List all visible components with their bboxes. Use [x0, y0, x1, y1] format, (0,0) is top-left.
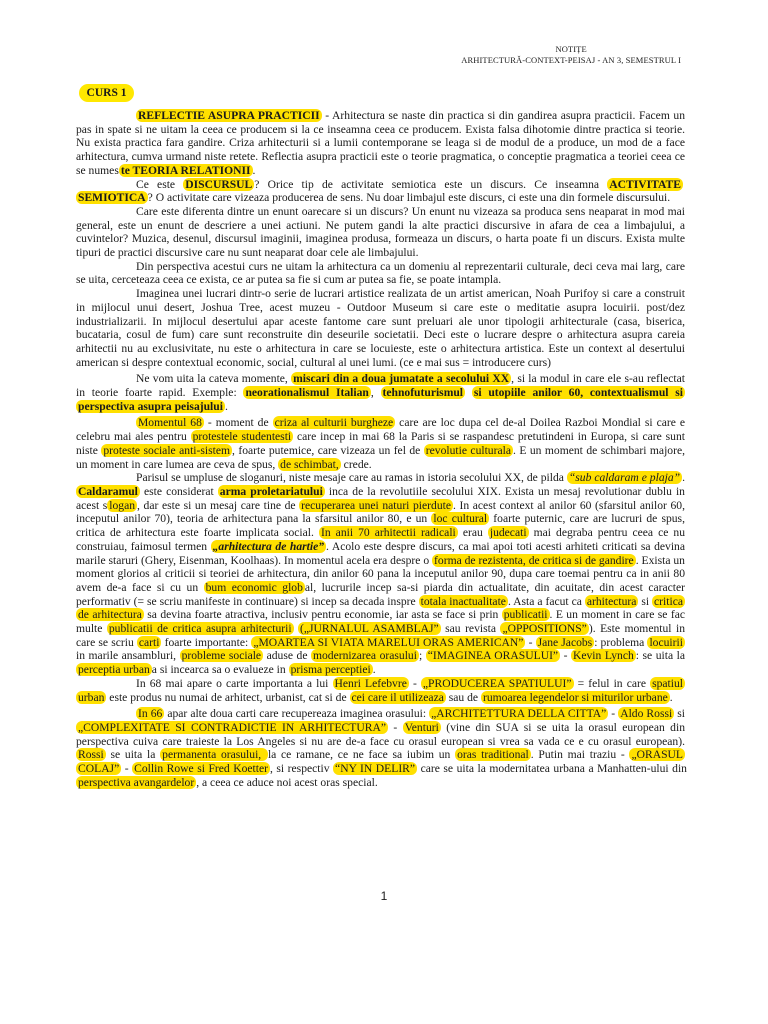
- highlighted-text: logan: [109, 498, 136, 512]
- text-run: ,: [370, 386, 381, 400]
- text-run: - Arhitectura se naste din practica si din gandirea asupra practicii. Facem un pas in spate si ne uitam la ceea ce producem si la ce inseamna ceea ce producem. Exista falsa dihotomie dintre practica si teorie. Nu exista practica fara gandire. Criza arhitecturii si a lumii contemporane se leaga si de modul de a produce, un mod de a face arhitectura, cumva urmand niste retete. Reflectia asupra practicii este o teorie pragmatica, o conceptie pragmatica a teoriei ceea ce se numes: [76, 109, 685, 177]
- highlighted-text: Aldo Rossi: [620, 707, 673, 721]
- highlighted-text: „OPPOSITIONS”: [502, 622, 587, 636]
- text-run: .: [682, 471, 685, 485]
- text-run: : problema: [594, 635, 648, 649]
- course-label: CURS 1: [79, 84, 134, 102]
- highlighted-text: carti: [138, 635, 160, 649]
- highlighted-text: prisma perceptiei: [290, 663, 371, 677]
- highlighted-text: („JURNALUL ASAMBLAJ”: [300, 622, 439, 636]
- text-run: , si la modul in care ele s-au reflectat in teorie foarte rapid. Exemple:: [76, 372, 685, 400]
- highlighted-text: loc cultural: [433, 512, 488, 526]
- text-run: care are loc dupa cel de-al Doilea Razboi Mondial si care e celebru mai ales pentru: [76, 416, 685, 444]
- text-run: , dar este si un mesaj care tine de: [137, 498, 300, 512]
- text-run: sau de: [445, 690, 481, 704]
- highlighted-text: probleme sociale: [181, 649, 262, 663]
- highlighted-text: In anii 70 arhitectii radicali: [320, 526, 456, 540]
- text-run: este produs nu numai de arhitect, urbanist, cat si de: [106, 690, 350, 704]
- text-run: . E un moment de schimbari majore, un moment in care lumea are ceva de spus,: [76, 443, 686, 471]
- header-subtitle: ARHITECTURĂ-CONTEXT-PEISAJ - AN 3, SEMESTRUL I: [461, 55, 681, 65]
- text-run: In 68 mai apare o carte importanta a lui: [136, 676, 333, 690]
- text-run: mai degraba pentru ceea ce nu construiau, faimosul termen: [76, 526, 686, 553]
- highlighted-text: „ORASUL COLAJ”: [78, 748, 683, 776]
- text-run: in marile ansambluri,: [76, 649, 180, 663]
- text-run: erau: [457, 526, 488, 540]
- text-run: : se uita la: [635, 649, 685, 663]
- highlighted-text: „arhitectura de hartie”: [212, 539, 325, 553]
- text-run: ? Orice tip de activitate semiotica este un discurs. Ce inseamna: [254, 177, 608, 191]
- highlighted-text: ACTIVITATE SEMIOTICA: [78, 177, 681, 205]
- text-run: . Exista un moment glorios al criticii si teoriei de arhitectura, din anilor 60 pana la inceputul anilor 90, dupa care toemai pentru ca in anii 80 avem de-a face si cu un: [76, 553, 685, 594]
- highlighted-text: publicatii de critica asupra arhitecturii: [108, 622, 292, 636]
- text-run: -: [408, 676, 421, 690]
- highlighted-text: perspectiva avangardelor: [78, 775, 195, 789]
- highlighted-text: arma proletariatului: [219, 484, 323, 498]
- text-run: foarte importante:: [161, 635, 252, 649]
- highlighted-text: rumoarea legendelor si miturilor urbane: [482, 690, 668, 704]
- text-run: aduse de: [263, 649, 311, 663]
- highlighted-text: recuperarea unei naturi pierdute: [301, 498, 451, 512]
- highlighted-text: cei care il utilizeaza: [351, 690, 444, 704]
- text-run: . Putin mai traziu -: [530, 748, 630, 762]
- highlighted-text: oras traditional: [457, 748, 529, 762]
- text-run: ? O activitate care vizeaza producerea de sens. Nu doar limbajul este discurs, ci este una din formele discursului.: [147, 191, 671, 205]
- header-title: NOTIȚE: [555, 44, 587, 54]
- text-run: Ne vom uita la cateva momente,: [136, 372, 292, 386]
- paragraph: [76, 205, 685, 260]
- paragraph: [76, 287, 685, 369]
- highlighted-text: modernizarea orasului: [312, 649, 417, 663]
- text-run: [465, 386, 472, 399]
- text-run: , foarte putemice, care vizeaza un fel de: [232, 443, 424, 457]
- highlighted-text: perceptia urban: [78, 663, 150, 677]
- highlighted-text: „ARCHITETTURA DELLA CITTA”: [431, 707, 607, 721]
- text-run: Parisul se umpluse de sloganuri, niste mesaje care au ramas in istoria secolului XX, de pilda: [136, 471, 567, 485]
- highlighted-text: “sub caldaram e plaja”: [568, 471, 681, 485]
- text-run: sau revista: [440, 622, 501, 636]
- page-header: [461, 44, 681, 66]
- text-run: -: [560, 649, 571, 663]
- text-run: sa devina foarte atractiva, inclusiv pentru economie, iar asta se face si prin: [143, 608, 502, 622]
- highlighted-text: tehnofuturismul: [382, 386, 464, 400]
- highlighted-text: REFLECTIE ASUPRA PRACTICII: [138, 109, 320, 122]
- highlighted-text: neorationalismul Italian: [245, 386, 369, 400]
- text-run: ). Este momentul in care se scriu: [76, 622, 685, 649]
- paragraph: [76, 677, 685, 704]
- text-run: apar alte doua carti care recupereaza imaginea orasului:: [164, 707, 430, 721]
- text-run: - moment de: [203, 416, 273, 430]
- highlighted-text: judecati: [489, 526, 527, 540]
- highlighted-text: „MOARTEA SI VIATA MARELUI ORAS AMERICAN”: [253, 635, 524, 649]
- highlighted-text: “NY IN DELIR”: [335, 762, 416, 776]
- page-number: 1: [380, 889, 388, 903]
- text-run: -: [608, 707, 619, 721]
- text-run: si: [674, 707, 685, 721]
- paragraph: [76, 109, 685, 178]
- highlighted-text: te TEORIA RELATIONII: [120, 163, 251, 177]
- text-run: .: [252, 163, 256, 177]
- highlighted-text: proteste sociale anti-sistem: [103, 443, 231, 457]
- text-run: Ce este: [136, 177, 184, 191]
- text-run: Care este diferenta dintre un enunt oarecare si un discurs? Un enunt nu vizeaza sa produca sens neaparat in mod mai general, este un enunt de descriere a unei actiuni. Ne putem gandi la alte practici discursive in afara de cea a limbajului, a cuvintelor? Muzica, desenul, discursul imaginii, imaginea produsa, formeaza un discurs, o harta poate fi un discurs. Exista multe tipuri de practici discursive care nu sunt neaparat doar cele ale limbajului.: [76, 204, 685, 260]
- paragraph: [76, 416, 685, 471]
- text-run: .: [669, 690, 673, 704]
- text-run: Imaginea unei lucrari dintr-o serie de lucrari artistice realizata de un artist american, Noah Purifoy si care a construit in mijlocul unui desert, Joshua Tree, acest muzeu - Outdoor Museum si care este o meditatie asupra locuirii. post/dez industrializarii. In mijlocul desertului apar aceste fantome care sunt preluari ale unor tipologii arhitecturale (casa, biserica, bucataria, cosul de fum) care sunt reconstruite din deseurile societatii. Deci este o lucrare despre o arhitectura asupra careia arhitectii nu au exclusivitate, nu este o arhitectura in care se locuieste, este o arhitectura artistica. Este un context al desertului american si despre contextual economic, social, cultural al unei lumi. (ce e mai sus = introducere curs): [76, 287, 685, 369]
- highlighted-text: forma de rezistenta, de critica si de gandire: [434, 553, 634, 567]
- text-run: . Asta a facut ca: [507, 594, 585, 608]
- highlighted-text: “IMAGINEA ORASULUI”: [427, 649, 559, 663]
- text-run: care incep in mai 68 la Paris si se raspandesc pretutindeni in Europa, si care sunt niste: [76, 430, 685, 457]
- paragraph: [76, 260, 685, 287]
- text-run: se uita la: [105, 748, 161, 762]
- highlighted-text: DISCURSUL: [185, 177, 253, 191]
- highlighted-text: locuirii: [649, 635, 683, 649]
- text-run: , si respectiv: [270, 762, 334, 776]
- text-run: .: [372, 663, 376, 677]
- text-run: inca de la revolutiile secolului XIX. Exista un mesaj revolutionar dublu in acest s: [76, 484, 685, 512]
- highlighted-text: totala inactualitate: [420, 594, 506, 608]
- highlighted-text: In 66: [138, 707, 163, 721]
- highlighted-text: criza al culturii burgheze: [274, 416, 394, 430]
- highlighted-text: Caldaramul: [78, 484, 138, 498]
- text-run: (vine din SUA si se uita la orasul european din perspectiva cuiva care traieste la Los Angeles si nu are de-a face cu orasul european si vrea sa vada ce e cu orasul european).: [76, 720, 685, 748]
- paragraph: [76, 178, 685, 205]
- highlighted-text: „COMPLEXITATE SI CONTRADICTIE IN ARHITECTURA”: [78, 720, 386, 734]
- text-run: . E un moment in care se fac multe: [76, 608, 685, 636]
- text-run: a si incearca sa o evalueze in: [151, 663, 289, 677]
- highlighted-text: Momentul 68: [138, 416, 202, 430]
- highlighted-text: si utopiile anilor 60, contextualismul si perspectiva asupra peisajului: [78, 386, 683, 413]
- highlighted-text: arhitectura: [586, 594, 637, 608]
- paragraph: [76, 471, 685, 677]
- highlighted-text: publicatii: [503, 608, 548, 622]
- highlighted-text: permanenta orasului,: [162, 748, 266, 762]
- text-run: la ce ramane, ce ne face sa iubim un: [267, 748, 456, 762]
- highlighted-text: critica de arhitectura: [78, 594, 683, 622]
- text-run: al, lucrurile incep sa-si piarda din actualitate, din acuitate, din acest caracter performativ (= se scriu manifeste in continuare) si incep sa decada inspre: [76, 580, 685, 608]
- highlighted-text: „PRODUCEREA SPATIULUI”: [422, 676, 572, 690]
- highlighted-text: Jane Jacobs: [537, 635, 593, 649]
- text-run: ;: [418, 649, 426, 663]
- text-run: si: [638, 594, 653, 608]
- highlighted-text: revolutie culturala: [425, 443, 511, 457]
- text-run: este considerat: [139, 484, 218, 498]
- text-run: crede.: [340, 457, 372, 471]
- text-run: . Acolo este despre discurs, ca mai apoi toti acesti arhiteti criticati sa devina marile staruri (Ghery, Eisenman, Koolhaas). In momentul acela era despre o: [76, 539, 685, 567]
- text-run: , a ceea ce aduce noi acest oras special.: [196, 775, 378, 789]
- highlighted-text: Venturi: [404, 720, 439, 734]
- highlighted-text: bum economic glob: [205, 580, 303, 594]
- highlighted-text: spatiul urban: [78, 676, 684, 704]
- highlighted-text: protestele studentesti: [192, 430, 292, 444]
- highlighted-text: miscari din a doua jumatate a secolului XX: [293, 372, 510, 386]
- text-run: .: [224, 399, 228, 413]
- highlighted-text: Kevin Lynch: [572, 649, 634, 663]
- text-run: -: [388, 720, 403, 734]
- text-run: care se uita la modernitatea urbana a Manhatten-ului din: [417, 762, 687, 776]
- text-run: Din perspectiva acestui curs ne uitam la arhitectura ca un domeniu al reprezentarii culturale, deci ceva mai larg, care se uita, cerceteaza ceea ce exista, ce ar putea sa fie si cum ar putea sa fie, se poate intampla.: [76, 259, 685, 287]
- document-body: [76, 109, 685, 789]
- highlighted-text: de schimbat,: [280, 457, 339, 471]
- highlighted-text: Rossi: [78, 748, 104, 762]
- text-run: = felul in care: [573, 676, 651, 690]
- paragraph: [76, 707, 685, 789]
- text-run: -: [121, 762, 133, 776]
- text-run: foarte puternic, care are lucruri de spus, critica de arhitectura este foarte implicata social.: [76, 512, 685, 540]
- highlighted-text: Collin Rowe si Fred Koetter: [134, 762, 268, 776]
- highlighted-text: Henri Lefebvre: [334, 676, 407, 690]
- paragraph: [76, 372, 685, 413]
- text-run: . In acest context al anilor 60 (sfarsitul anilor 60, inceputul anilor 70), teoria de arhitectura pana la sfarsitul anilor 80, e un: [76, 498, 685, 526]
- text-run: -: [525, 635, 536, 649]
